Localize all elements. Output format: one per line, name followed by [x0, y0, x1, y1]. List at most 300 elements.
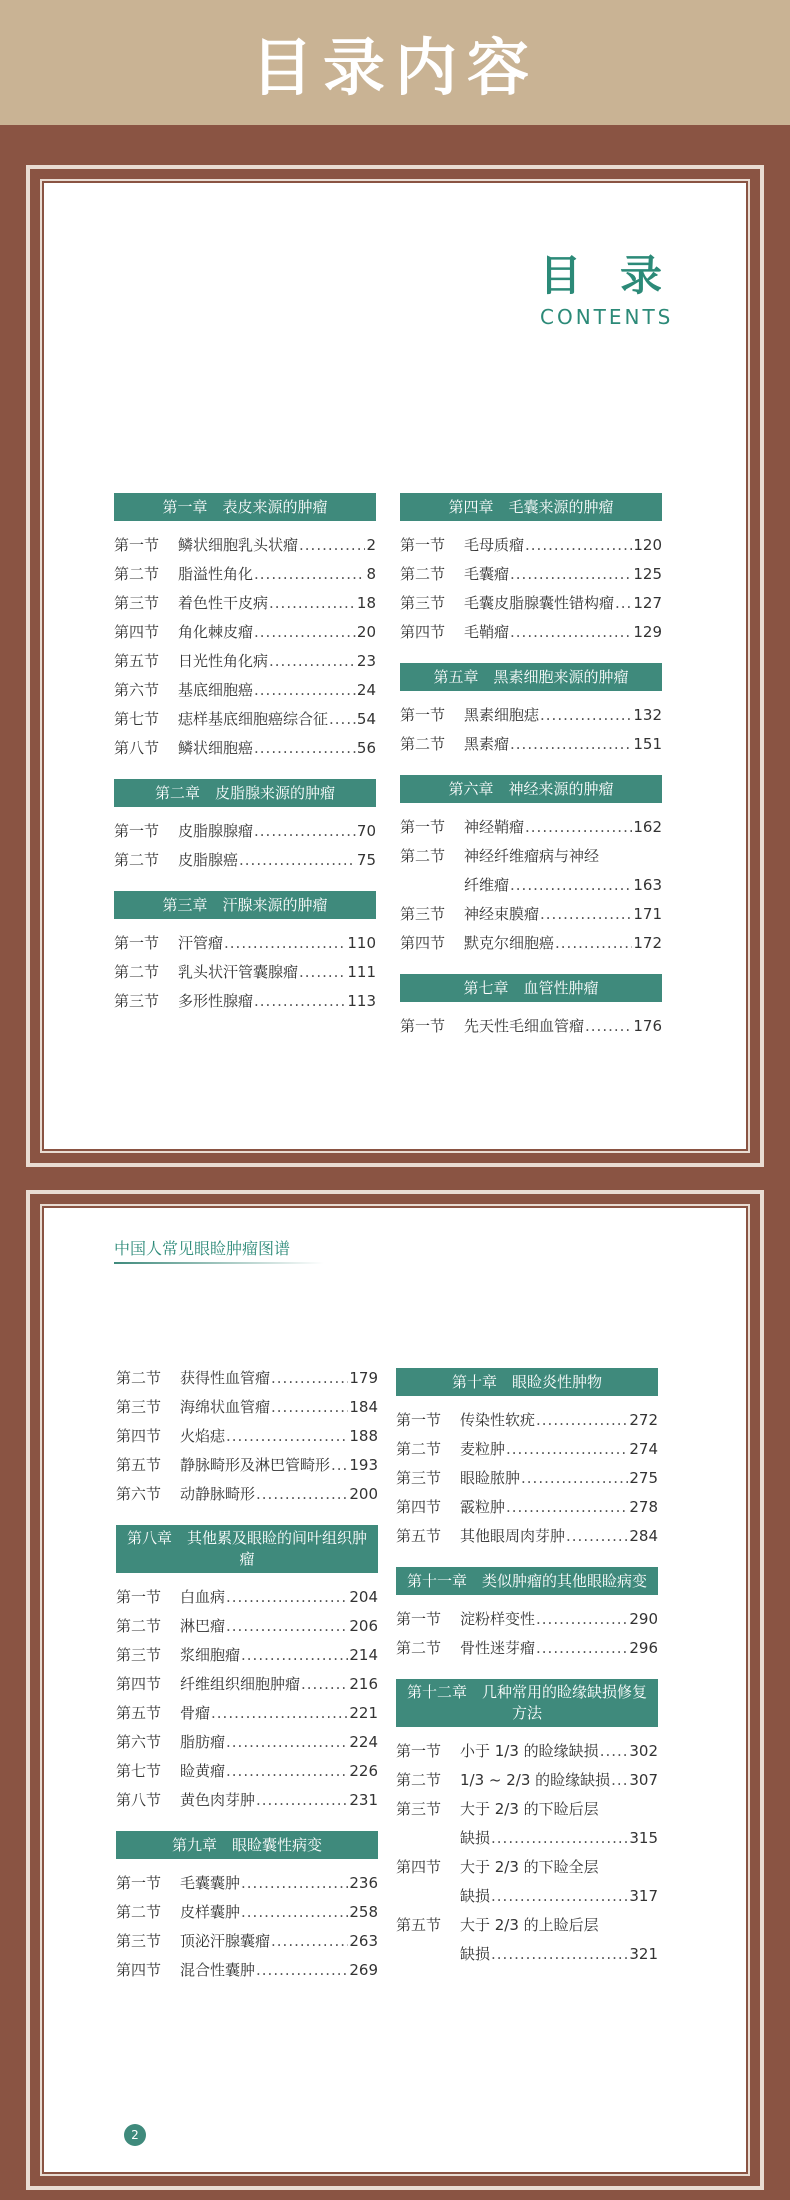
chapter-entries	[114, 531, 376, 763]
page-reference: 206	[349, 1617, 378, 1635]
chapter-heading: 第八章 其他累及眼睑的间叶组织肿瘤	[116, 1525, 378, 1573]
page-reference: 179	[349, 1369, 378, 1387]
dot-leader	[239, 846, 356, 875]
section-title: 鳞状细胞乳头状瘤	[178, 536, 299, 554]
dot-leader	[566, 1522, 628, 1551]
section-number: 第四节	[116, 1961, 162, 1979]
page-reference: 321	[629, 1945, 658, 1963]
section-number: 第三节	[396, 1469, 442, 1487]
chapter-heading: 第二章 皮脂腺来源的肿瘤	[114, 779, 376, 807]
dot-leader	[226, 1583, 348, 1612]
toc-entry[interactable]	[396, 1435, 658, 1464]
chapter-entries	[396, 1605, 658, 1663]
section-number: 第一节	[114, 822, 160, 840]
toc-entry[interactable]	[116, 1869, 378, 1898]
section-title: 淀粉样变性	[460, 1610, 536, 1628]
section-title: 淋巴瘤	[180, 1617, 226, 1635]
chapter-heading: 第九章 眼睑囊性病变	[116, 1831, 378, 1859]
dot-leader	[226, 1728, 348, 1757]
section-title: 骨瘤	[180, 1704, 211, 1722]
dot-leader	[256, 1786, 348, 1815]
page-reference: 274	[629, 1440, 658, 1458]
toc-entry[interactable]	[114, 676, 376, 705]
section-title: 大于 2/3 的上睑后层	[460, 1916, 599, 1934]
section-number: 第三节	[114, 992, 160, 1010]
chapter-heading: 第四章 毛囊来源的肿瘤	[400, 493, 662, 521]
dot-leader	[540, 701, 632, 730]
section-number: 第二节	[400, 565, 446, 583]
dot-leader	[600, 1737, 629, 1766]
toc-entry[interactable]	[116, 1364, 378, 1393]
section-number: 第五节	[116, 1704, 162, 1722]
section-title: 大于 2/3 的下睑后层	[460, 1800, 599, 1818]
dot-leader	[299, 531, 365, 560]
chapter-heading: 第七章 血管性肿瘤	[400, 974, 662, 1002]
section-number: 第三节	[396, 1800, 442, 1818]
toc-frame-1	[26, 165, 764, 1167]
dot-leader	[254, 560, 365, 589]
dot-leader	[331, 1451, 348, 1480]
section-title: 多形性腺瘤	[178, 992, 254, 1010]
toc-title-en: CONTENTS	[539, 305, 674, 329]
section-title: 骨性迷芽瘤	[460, 1639, 536, 1657]
page-reference: 184	[349, 1398, 378, 1416]
toc-entry[interactable]	[116, 1728, 378, 1757]
section-title: 日光性角化病	[178, 652, 269, 670]
dot-leader	[269, 647, 356, 676]
toc-entry[interactable]	[396, 1406, 658, 1435]
chapter-heading: 第十二章 几种常用的睑缘缺损修复方法	[396, 1679, 658, 1727]
toc-entry[interactable]	[396, 1766, 658, 1795]
section-title: 默克尔细胞癌	[464, 934, 555, 952]
section-title: 毛囊囊肿	[180, 1874, 241, 1892]
dot-leader	[254, 987, 346, 1016]
section-title: 动静脉畸形	[180, 1485, 256, 1503]
section-title: 鳞状细胞癌	[178, 739, 254, 757]
section-title: 脂溢性角化	[178, 565, 254, 583]
section-number: 第五节	[114, 652, 160, 670]
dot-leader	[301, 1670, 348, 1699]
section-number: 第四节	[116, 1427, 162, 1445]
dot-leader	[536, 1634, 628, 1663]
dot-leader	[329, 705, 356, 734]
page-reference: 132	[633, 706, 662, 724]
page-reference: 56	[356, 739, 376, 757]
header-underline	[114, 1262, 324, 1264]
dot-leader	[271, 1364, 348, 1393]
dot-leader	[536, 1605, 628, 1634]
dot-leader	[211, 1699, 348, 1728]
section-number: 第八节	[116, 1791, 162, 1809]
dot-leader	[226, 1422, 348, 1451]
section-title: 乳头状汗管囊腺瘤	[178, 963, 299, 981]
toc-entry[interactable]	[116, 1612, 378, 1641]
toc-entry[interactable]	[114, 589, 376, 618]
section-number: 第一节	[396, 1742, 442, 1760]
page-reference: 231	[349, 1791, 378, 1809]
page-number: 2	[124, 2124, 146, 2146]
section-number: 第七节	[116, 1762, 162, 1780]
toc-column-left	[116, 1364, 378, 2001]
section-number: 第二节	[396, 1639, 442, 1657]
section-number: 第二节	[114, 963, 160, 981]
section-title: 缺损	[460, 1945, 491, 1963]
toc-entry[interactable]	[400, 618, 662, 647]
section-title: 大于 2/3 的下睑全层	[460, 1858, 599, 1876]
section-title: 先天性毛细血管瘤	[464, 1017, 585, 1035]
page-reference: 120	[633, 536, 662, 554]
section-number: 第一节	[396, 1411, 442, 1429]
toc-entry[interactable]	[396, 1853, 658, 1882]
toc-column-right	[396, 1368, 658, 1985]
section-title: 睑黄瘤	[180, 1762, 226, 1780]
page-reference: 284	[629, 1527, 658, 1545]
toc-entry[interactable]	[116, 1480, 378, 1509]
section-number: 第六节	[116, 1733, 162, 1751]
page-reference: 70	[356, 822, 376, 840]
dot-leader	[491, 1824, 628, 1853]
section-number: 第六节	[116, 1485, 162, 1503]
dot-leader	[536, 1406, 628, 1435]
chapter-entries	[400, 531, 662, 647]
toc-entry[interactable]	[116, 1451, 378, 1480]
section-title: 皮脂腺癌	[178, 851, 239, 869]
page-reference: 221	[349, 1704, 378, 1722]
page-reference: 188	[349, 1427, 378, 1445]
section-number: 第三节	[116, 1646, 162, 1664]
section-title: 毛鞘瘤	[464, 623, 510, 641]
dot-leader	[254, 618, 356, 647]
dot-leader	[521, 1464, 628, 1493]
toc-entry[interactable]	[400, 560, 662, 589]
page-reference: 214	[349, 1646, 378, 1664]
section-number: 第三节	[400, 905, 446, 923]
chapter-heading: 第五章 黑素细胞来源的肿瘤	[400, 663, 662, 691]
dot-leader	[510, 730, 632, 759]
chapter-heading: 第三章 汗腺来源的肿瘤	[114, 891, 376, 919]
section-title: 1/3 ~ 2/3 的睑缘缺损	[460, 1771, 611, 1789]
chapter-entries	[116, 1364, 378, 1509]
chapter-heading: 第十一章 类似肿瘤的其他眼睑病变	[396, 1567, 658, 1595]
toc-page-2	[44, 1208, 746, 2172]
page-reference: 162	[633, 818, 662, 836]
dot-leader	[506, 1435, 628, 1464]
section-title: 神经束膜瘤	[464, 905, 540, 923]
page-reference: 151	[633, 735, 662, 753]
section-number: 第二节	[116, 1617, 162, 1635]
chapter-entries	[114, 817, 376, 875]
toc-entry[interactable]	[400, 531, 662, 560]
book-header: 中国人常见眼睑肿瘤图谱	[114, 1239, 291, 1258]
dot-leader	[241, 1869, 348, 1898]
page-reference: 176	[633, 1017, 662, 1035]
section-number: 第三节	[114, 594, 160, 612]
dot-leader	[491, 1882, 628, 1911]
dot-leader	[299, 958, 346, 987]
page-reference: 272	[629, 1411, 658, 1429]
dot-leader	[241, 1641, 348, 1670]
section-title: 小于 1/3 的睑缘缺损	[460, 1742, 599, 1760]
section-title: 火焰痣	[180, 1427, 226, 1445]
section-number: 第二节	[114, 851, 160, 869]
toc-entry[interactable]	[114, 734, 376, 763]
toc-entry[interactable]	[114, 618, 376, 647]
toc-title	[539, 243, 674, 329]
chapter-entries	[400, 813, 662, 958]
toc-entry[interactable]	[396, 1464, 658, 1493]
page-reference: 307	[629, 1771, 658, 1789]
section-title: 皮样囊肿	[180, 1903, 241, 1921]
section-number: 第一节	[116, 1588, 162, 1606]
section-number: 第六节	[114, 681, 160, 699]
section-title: 静脉畸形及淋巴管畸形	[180, 1456, 331, 1474]
dot-leader	[254, 734, 356, 763]
page-reference: 127	[633, 594, 662, 612]
section-title: 脂肪瘤	[180, 1733, 226, 1751]
dot-leader	[241, 1898, 348, 1927]
dot-leader	[510, 871, 632, 900]
dot-leader	[224, 929, 346, 958]
section-number: 第五节	[396, 1527, 442, 1545]
section-number: 第一节	[396, 1610, 442, 1628]
page-reference: 204	[349, 1588, 378, 1606]
page-reference: 258	[349, 1903, 378, 1921]
toc-entry[interactable]	[116, 1786, 378, 1815]
page-reference: 317	[629, 1887, 658, 1905]
toc-entry[interactable]	[400, 589, 662, 618]
toc-entry[interactable]	[114, 647, 376, 676]
dot-leader	[254, 676, 356, 705]
section-number: 第五节	[396, 1916, 442, 1934]
toc-entry[interactable]	[396, 1824, 658, 1853]
toc-entry[interactable]	[116, 1670, 378, 1699]
dot-leader	[510, 618, 632, 647]
dot-leader	[256, 1480, 348, 1509]
section-number: 第二节	[114, 565, 160, 583]
section-title: 毛囊皮脂腺囊性错构瘤	[464, 594, 615, 612]
section-title: 黑素瘤	[464, 735, 510, 753]
page-reference: 224	[349, 1733, 378, 1751]
section-title: 黑素细胞痣	[464, 706, 540, 724]
section-number: 第一节	[114, 934, 160, 952]
section-number: 第一节	[400, 818, 446, 836]
section-number: 第二节	[400, 847, 446, 865]
section-title: 皮脂腺腺瘤	[178, 822, 254, 840]
chapter-heading: 第一章 表皮来源的肿瘤	[114, 493, 376, 521]
page-reference: 275	[629, 1469, 658, 1487]
toc-entry[interactable]	[116, 1583, 378, 1612]
section-number: 第四节	[114, 623, 160, 641]
toc-entry[interactable]	[116, 1641, 378, 1670]
section-number: 第四节	[116, 1675, 162, 1693]
chapter-entries	[116, 1869, 378, 1985]
page-reference: 172	[633, 934, 662, 952]
section-title: 缺损	[460, 1887, 491, 1905]
page-reference: 315	[629, 1829, 658, 1847]
page-reference: 110	[347, 934, 376, 952]
toc-column-right	[400, 493, 662, 1057]
section-number: 第四节	[396, 1858, 442, 1876]
section-number: 第三节	[116, 1398, 162, 1416]
toc-entry[interactable]	[116, 1927, 378, 1956]
section-title: 其他眼周肉芽肿	[460, 1527, 566, 1545]
toc-entry[interactable]	[400, 813, 662, 842]
chapter-entries	[114, 929, 376, 1016]
toc-entry[interactable]	[396, 1605, 658, 1634]
toc-entry[interactable]	[396, 1493, 658, 1522]
toc-entry[interactable]	[396, 1911, 658, 1940]
page-reference: 269	[349, 1961, 378, 1979]
section-number: 第一节	[400, 536, 446, 554]
page-reference: 75	[356, 851, 376, 869]
page-reference: 302	[629, 1742, 658, 1760]
section-number: 第二节	[396, 1771, 442, 1789]
section-number: 第五节	[116, 1456, 162, 1474]
toc-entry[interactable]	[114, 846, 376, 875]
page-reference: 125	[633, 565, 662, 583]
page-reference: 18	[356, 594, 376, 612]
page-reference: 278	[629, 1498, 658, 1516]
section-title: 基底细胞癌	[178, 681, 254, 699]
banner-title: 目录内容	[250, 31, 539, 104]
page-reference: 23	[356, 652, 376, 670]
section-title: 神经纤维瘤病与神经	[464, 847, 600, 865]
toc-entry[interactable]	[400, 701, 662, 730]
section-title: 汗管瘤	[178, 934, 224, 952]
toc-entry[interactable]	[114, 929, 376, 958]
page-reference: 236	[349, 1874, 378, 1892]
section-number: 第一节	[400, 1017, 446, 1035]
section-title: 海绵状血管瘤	[180, 1398, 271, 1416]
section-number: 第二节	[396, 1440, 442, 1458]
dot-leader	[256, 1956, 348, 1985]
page-reference: 290	[629, 1610, 658, 1628]
section-title: 眼睑脓肿	[460, 1469, 521, 1487]
section-number: 第二节	[116, 1369, 162, 1387]
page-reference: 54	[356, 710, 376, 728]
dot-leader	[254, 817, 356, 846]
toc-entry[interactable]	[396, 1737, 658, 1766]
toc-entry[interactable]	[116, 1393, 378, 1422]
toc-entry[interactable]	[396, 1634, 658, 1663]
section-number: 第一节	[114, 536, 160, 554]
toc-entry[interactable]	[114, 531, 376, 560]
dot-leader	[615, 589, 632, 618]
section-title: 纤维瘤	[464, 876, 510, 894]
toc-entry[interactable]	[116, 1422, 378, 1451]
toc-entry[interactable]	[116, 1757, 378, 1786]
page-reference: 263	[349, 1932, 378, 1950]
toc-entry[interactable]	[116, 1956, 378, 1985]
section-number: 第一节	[400, 706, 446, 724]
dot-leader	[555, 929, 632, 958]
top-banner	[0, 0, 790, 125]
toc-entry[interactable]	[114, 987, 376, 1016]
section-title: 黄色肉芽肿	[180, 1791, 256, 1809]
page-reference: 193	[349, 1456, 378, 1474]
toc-frame-2	[26, 1190, 764, 2190]
section-title: 着色性干皮病	[178, 594, 269, 612]
toc-entry[interactable]	[400, 929, 662, 958]
page-reference: 163	[633, 876, 662, 894]
dot-leader	[271, 1927, 348, 1956]
toc-entry[interactable]	[396, 1882, 658, 1911]
toc-entry[interactable]	[116, 1699, 378, 1728]
page-reference: 8	[366, 565, 376, 583]
chapter-entries	[400, 1012, 662, 1041]
toc-entry[interactable]	[114, 958, 376, 987]
page-reference: 24	[356, 681, 376, 699]
section-number: 第四节	[400, 934, 446, 952]
section-title: 顶泌汗腺囊瘤	[180, 1932, 271, 1950]
dot-leader	[491, 1940, 628, 1969]
section-number: 第七节	[114, 710, 160, 728]
page-reference: 296	[629, 1639, 658, 1657]
chapter-entries	[396, 1406, 658, 1551]
toc-entry[interactable]	[400, 842, 662, 871]
section-number: 第八节	[114, 739, 160, 757]
toc-title-cn: 目 录	[539, 251, 674, 300]
toc-entry[interactable]	[400, 900, 662, 929]
section-title: 神经鞘瘤	[464, 818, 525, 836]
page-reference: 2	[366, 536, 376, 554]
toc-entry[interactable]	[400, 1012, 662, 1041]
toc-entry[interactable]	[396, 1795, 658, 1824]
dot-leader	[226, 1757, 348, 1786]
toc-entry[interactable]	[396, 1940, 658, 1969]
page-reference: 129	[633, 623, 662, 641]
section-number: 第三节	[400, 594, 446, 612]
section-title: 痣样基底细胞癌综合征	[178, 710, 329, 728]
section-number: 第三节	[116, 1932, 162, 1950]
section-title: 缺损	[460, 1829, 491, 1847]
section-title: 角化棘皮瘤	[178, 623, 254, 641]
dot-leader	[525, 813, 632, 842]
page-reference: 171	[633, 905, 662, 923]
section-title: 纤维组织细胞肿瘤	[180, 1675, 301, 1693]
section-title: 获得性血管瘤	[180, 1369, 271, 1387]
dot-leader	[506, 1493, 628, 1522]
toc-entry[interactable]	[114, 560, 376, 589]
chapter-entries	[116, 1583, 378, 1815]
toc-entry[interactable]	[400, 730, 662, 759]
toc-page-1	[44, 183, 746, 1149]
page-reference: 226	[349, 1762, 378, 1780]
page-reference: 20	[356, 623, 376, 641]
toc-entry[interactable]	[116, 1898, 378, 1927]
page-reference: 111	[347, 963, 376, 981]
section-number: 第四节	[396, 1498, 442, 1516]
dot-leader	[540, 900, 632, 929]
section-title: 霰粒肿	[460, 1498, 506, 1516]
dot-leader	[525, 531, 632, 560]
page-reference: 113	[347, 992, 376, 1010]
section-number: 第二节	[400, 735, 446, 753]
section-title: 白血病	[180, 1588, 226, 1606]
section-number: 第四节	[400, 623, 446, 641]
section-title: 传染性软疣	[460, 1411, 536, 1429]
toc-entry[interactable]	[114, 817, 376, 846]
toc-entry[interactable]	[396, 1522, 658, 1551]
section-title: 麦粒肿	[460, 1440, 506, 1458]
section-title: 毛囊瘤	[464, 565, 510, 583]
toc-entry[interactable]	[400, 871, 662, 900]
toc-entry[interactable]	[114, 705, 376, 734]
section-number: 第一节	[116, 1874, 162, 1892]
dot-leader	[585, 1012, 632, 1041]
page-reference: 200	[349, 1485, 378, 1503]
toc-column-left	[114, 493, 376, 1032]
